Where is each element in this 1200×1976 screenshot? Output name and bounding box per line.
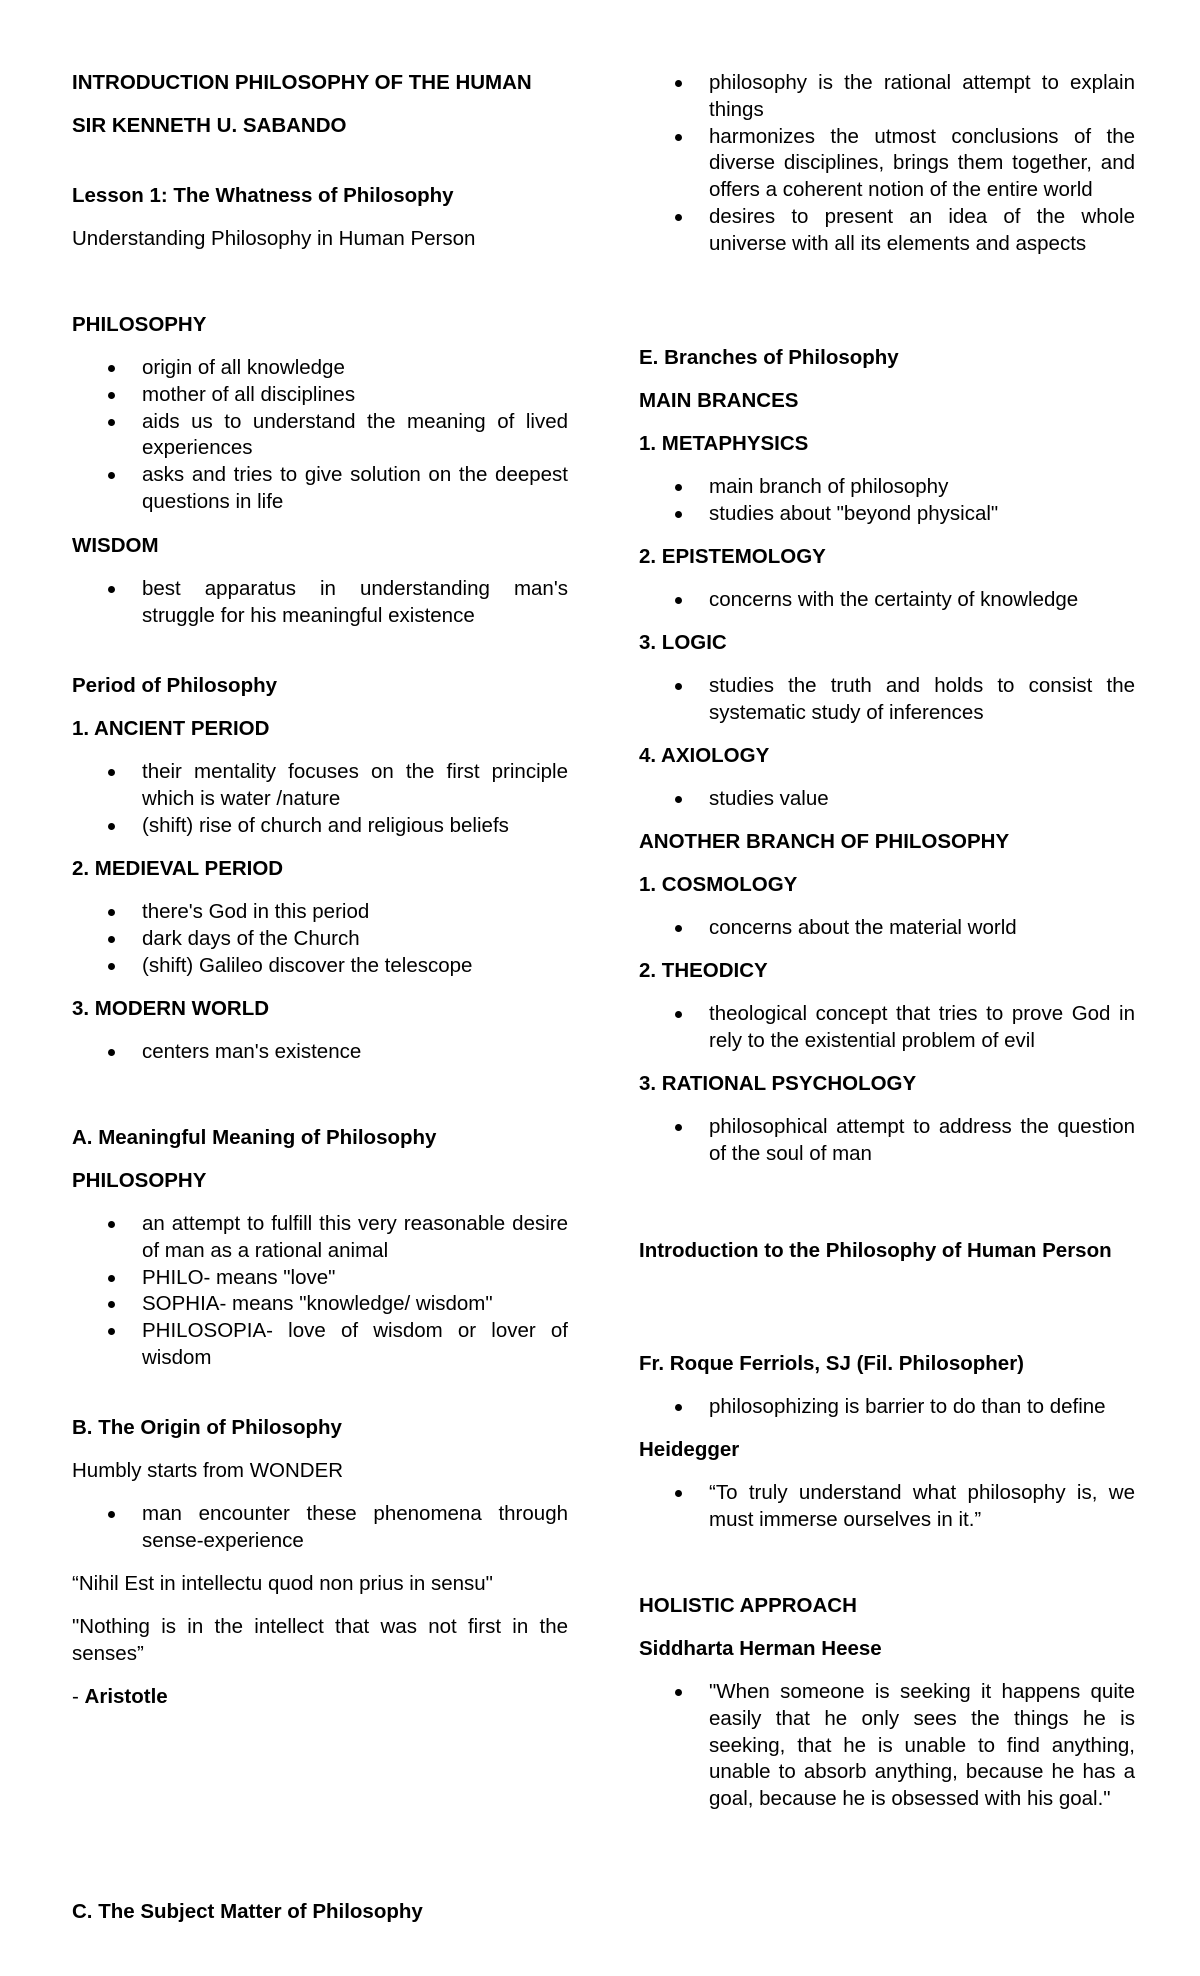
metaphysics-list — [639, 474, 1135, 528]
list-item: harmonizes the utmost conclusions of the diverse disciplines, brings them together, and offers a coherent notion of the entire world — [639, 124, 1135, 204]
ferriols-heading: Fr. Roque Ferriols, SJ (Fil. Philosopher) — [639, 1352, 1024, 1375]
list-item: aids us to understand the meaning of lived experiences — [72, 409, 568, 463]
axiology-list — [639, 786, 1135, 813]
rational-psychology-list — [639, 1114, 1135, 1168]
axiology-heading: 4. AXIOLOGY — [639, 744, 770, 767]
course-title: INTRODUCTION PHILOSOPHY OF THE HUMAN — [72, 71, 532, 94]
modern-world-heading: 3. MODERN WORLD — [72, 997, 270, 1020]
wisdom-list — [72, 576, 568, 630]
hesse-list — [639, 1679, 1135, 1813]
latin-quote: “Nihil Est in intellectu quod non prius in sensu" — [72, 1572, 493, 1595]
list-item: an attempt to fulfill this very reasonable desire of man as a rational animal — [72, 1211, 568, 1265]
list-item: PHILO- means "love" — [72, 1265, 568, 1292]
list-item: philosophical attempt to address the question of the soul of man — [639, 1114, 1135, 1168]
list-item: studies value — [639, 786, 1135, 813]
list-item: dark days of the Church — [72, 926, 568, 953]
hesse-heading: Siddharta Herman Heese — [639, 1637, 882, 1660]
period-heading: Period of Philosophy — [72, 674, 278, 697]
section-e-heading: E. Branches of Philosophy — [639, 346, 899, 369]
list-item: (shift) rise of church and religious beliefs — [72, 813, 568, 840]
philosophy-heading: PHILOSOPHY — [72, 313, 207, 336]
list-item: best apparatus in understanding man's struggle for his meaningful existence — [72, 576, 568, 630]
list-item: PHILOSOPIA- love of wisdom or lover of wisdom — [72, 1318, 568, 1372]
subject-matter-list — [639, 70, 1135, 258]
section-b-heading: B. The Origin of Philosophy — [72, 1416, 342, 1439]
list-item: there's God in this period — [72, 899, 568, 926]
modern-world-list — [72, 1039, 568, 1066]
lesson-title: Lesson 1: The Whatness of Philosophy — [72, 184, 454, 207]
intro-heading: Introduction to the Philosophy of Human Person — [639, 1239, 1112, 1262]
list-item: studies the truth and holds to consist the systematic study of inferences — [639, 673, 1135, 727]
section-a-subheading: PHILOSOPHY — [72, 1169, 207, 1192]
list-item: "When someone is seeking it happens quite easily that he only sees the things he is seeking, that he is unable to find anything, unable to absorb anything, because he has a goal, because he is obsessed with his goal." — [639, 1679, 1135, 1813]
medieval-period-list — [72, 899, 568, 979]
logic-heading: 3. LOGIC — [639, 631, 727, 654]
epistemology-heading: 2. EPISTEMOLOGY — [639, 545, 826, 568]
theodicy-list — [639, 1001, 1135, 1055]
holistic-approach-heading: HOLISTIC APPROACH — [639, 1594, 857, 1617]
ancient-period-list — [72, 759, 568, 839]
epistemology-list — [639, 587, 1135, 614]
theodicy-heading: 2. THEODICY — [639, 959, 768, 982]
section-c-heading: C. The Subject Matter of Philosophy — [72, 1900, 423, 1923]
english-quote: "Nothing is in the intellect that was not first in the senses” — [72, 1615, 568, 1665]
list-item: origin of all knowledge — [72, 355, 568, 382]
another-branch-heading: ANOTHER BRANCH OF PHILOSOPHY — [639, 830, 1010, 853]
list-item: SOPHIA- means "knowledge/ wisdom" — [72, 1291, 568, 1318]
rational-psychology-heading: 3. RATIONAL PSYCHOLOGY — [639, 1072, 917, 1095]
list-item: “To truly understand what philosophy is, we must immerse ourselves in it.” — [639, 1480, 1135, 1534]
list-item: (shift) Galileo discover the telescope — [72, 953, 568, 980]
list-item: man encounter these phenomena through sense-experience — [72, 1501, 568, 1555]
ancient-period-heading: 1. ANCIENT PERIOD — [72, 717, 270, 740]
quote-dash: - — [72, 1685, 85, 1708]
cosmology-heading: 1. COSMOLOGY — [639, 873, 798, 896]
instructor-name: SIR KENNETH U. SABANDO — [72, 114, 347, 137]
list-item: asks and tries to give solution on the deepest questions in life — [72, 462, 568, 516]
section-a-heading: A. Meaningful Meaning of Philosophy — [72, 1126, 437, 1149]
ferriols-list — [639, 1394, 1135, 1421]
wisdom-heading: WISDOM — [72, 534, 159, 557]
section-b-intro: Humbly starts from WONDER — [72, 1459, 344, 1482]
section-a-list — [72, 1211, 568, 1372]
section-b-list — [72, 1501, 568, 1555]
list-item: main branch of philosophy — [639, 474, 1135, 501]
list-item: theological concept that tries to prove God in rely to the existential problem of evil — [639, 1001, 1135, 1055]
list-item: mother of all disciplines — [72, 382, 568, 409]
quote-author: Aristotle — [84, 1685, 168, 1708]
heidegger-heading: Heidegger — [639, 1438, 740, 1461]
list-item: desires to present an idea of the whole universe with all its elements and aspects — [639, 204, 1135, 258]
lesson-subtitle: Understanding Philosophy in Human Person — [72, 227, 476, 250]
list-item: studies about "beyond physical" — [639, 501, 1135, 528]
list-item: concerns about the material world — [639, 915, 1135, 942]
main-branches-heading: MAIN BRANCES — [639, 389, 799, 412]
philosophy-list — [72, 355, 568, 516]
list-item: philosophy is the rational attempt to explain things — [639, 70, 1135, 124]
medieval-period-heading: 2. MEDIEVAL PERIOD — [72, 857, 284, 880]
heidegger-list — [639, 1480, 1135, 1534]
list-item: centers man's existence — [72, 1039, 568, 1066]
metaphysics-heading: 1. METAPHYSICS — [639, 432, 809, 455]
cosmology-list — [639, 915, 1135, 942]
list-item: philosophizing is barrier to do than to define — [639, 1394, 1135, 1421]
logic-list — [639, 673, 1135, 727]
list-item: concerns with the certainty of knowledge — [639, 587, 1135, 614]
quote-attribution — [72, 1684, 568, 1711]
list-item: their mentality focuses on the first principle which is water /nature — [72, 759, 568, 813]
